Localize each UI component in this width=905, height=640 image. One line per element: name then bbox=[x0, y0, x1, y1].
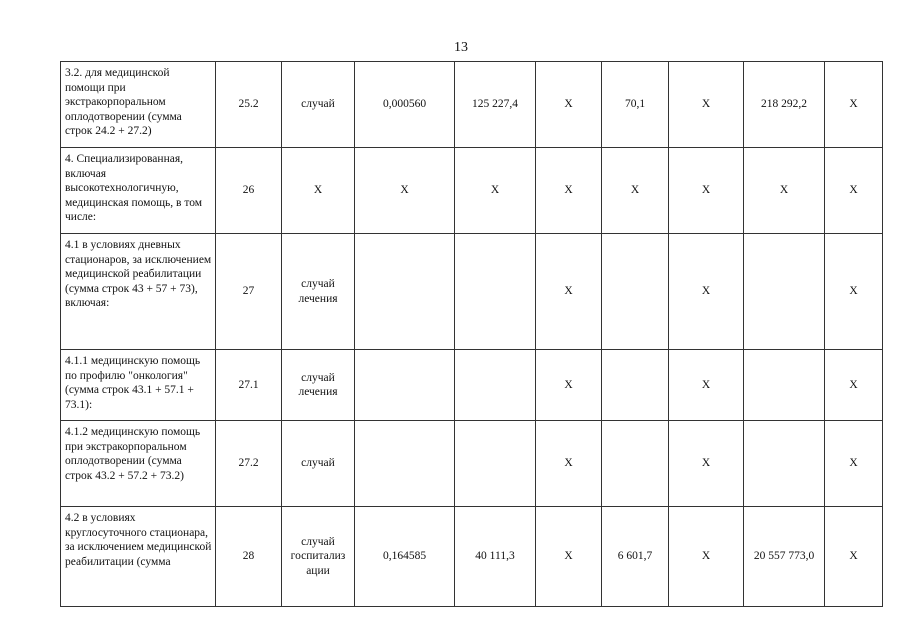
cell-col5: 40 111,3 bbox=[455, 507, 536, 607]
table-row bbox=[61, 62, 883, 148]
row-unit: случай bbox=[282, 62, 355, 148]
row-unit: случай лечения bbox=[282, 350, 355, 421]
cell-col8: X bbox=[669, 421, 744, 507]
row-code: 28 bbox=[216, 507, 282, 607]
row-unit: случай госпитализ ации bbox=[282, 507, 355, 607]
cell-col6: X bbox=[536, 62, 602, 148]
row-code: 25.2 bbox=[216, 62, 282, 148]
cell-col10: X bbox=[825, 421, 883, 507]
row-code: 27 bbox=[216, 234, 282, 350]
row-name: 4.2 в условиях круглосуточного стационара, за исключением медицинской реабилитации (сумма bbox=[61, 507, 216, 607]
table-row bbox=[61, 234, 883, 350]
cell-col10: X bbox=[825, 62, 883, 148]
cell-col6: X bbox=[536, 507, 602, 607]
row-unit: случай bbox=[282, 421, 355, 507]
cell-col10: X bbox=[825, 148, 883, 234]
cell-col4: 0,164585 bbox=[355, 507, 455, 607]
cell-col9 bbox=[744, 350, 825, 421]
row-code: 27.1 bbox=[216, 350, 282, 421]
row-code: 27.2 bbox=[216, 421, 282, 507]
cell-col8: X bbox=[669, 507, 744, 607]
cell-col6: X bbox=[536, 350, 602, 421]
cell-col6: X bbox=[536, 421, 602, 507]
cell-col9: 20 557 773,0 bbox=[744, 507, 825, 607]
cell-col10: X bbox=[825, 350, 883, 421]
cell-col4: 0,000560 bbox=[355, 62, 455, 148]
row-unit: случай лечения bbox=[282, 234, 355, 350]
cell-col6: X bbox=[536, 234, 602, 350]
cell-col9 bbox=[744, 421, 825, 507]
cell-col7 bbox=[602, 421, 669, 507]
cell-col10: X bbox=[825, 507, 883, 607]
cell-col8: X bbox=[669, 234, 744, 350]
cell-col5: 125 227,4 bbox=[455, 62, 536, 148]
table-row bbox=[61, 350, 883, 421]
tariff-table bbox=[60, 61, 883, 607]
cell-col4: X bbox=[355, 148, 455, 234]
cell-col5 bbox=[455, 421, 536, 507]
cell-col7 bbox=[602, 234, 669, 350]
row-code: 26 bbox=[216, 148, 282, 234]
row-name: 3.2. для медицинской помощи при экстракорпоральном оплодотворении (сумма строк 24.2 + 27.2) bbox=[61, 62, 216, 148]
cell-col9: 218 292,2 bbox=[744, 62, 825, 148]
cell-col6: X bbox=[536, 148, 602, 234]
row-unit: X bbox=[282, 148, 355, 234]
cell-col8: X bbox=[669, 62, 744, 148]
row-name: 4.1 в условиях дневных стационаров, за исключением медицинской реабилитации (сумма строк 43 + 57 + 73), включая: bbox=[61, 234, 216, 350]
cell-col5 bbox=[455, 234, 536, 350]
cell-col5 bbox=[455, 350, 536, 421]
row-name: 4.1.2 медицинскую помощь при экстракорпоральном оплодотворении (сумма строк 43.2 + 57.2 + 73.2) bbox=[61, 421, 216, 507]
cell-col8: X bbox=[669, 148, 744, 234]
row-name: 4. Специализированная, включая высокотехнологичную, медицинская помощь, в том числе: bbox=[61, 148, 216, 234]
table-row bbox=[61, 421, 883, 507]
cell-col5: X bbox=[455, 148, 536, 234]
cell-col9 bbox=[744, 234, 825, 350]
table-body bbox=[61, 62, 883, 607]
cell-col10: X bbox=[825, 234, 883, 350]
page-number: 13 bbox=[454, 40, 468, 55]
cell-col7: 6 601,7 bbox=[602, 507, 669, 607]
table-row bbox=[61, 148, 883, 234]
table-row bbox=[61, 507, 883, 607]
row-name: 4.1.1 медицинскую помощь по профилю "онкология" (сумма строк 43.1 + 57.1 + 73.1): bbox=[61, 350, 216, 421]
cell-col8: X bbox=[669, 350, 744, 421]
cell-col4 bbox=[355, 350, 455, 421]
cell-col9: X bbox=[744, 148, 825, 234]
cell-col7: X bbox=[602, 148, 669, 234]
cell-col7: 70,1 bbox=[602, 62, 669, 148]
cell-col4 bbox=[355, 421, 455, 507]
cell-col7 bbox=[602, 350, 669, 421]
cell-col4 bbox=[355, 234, 455, 350]
